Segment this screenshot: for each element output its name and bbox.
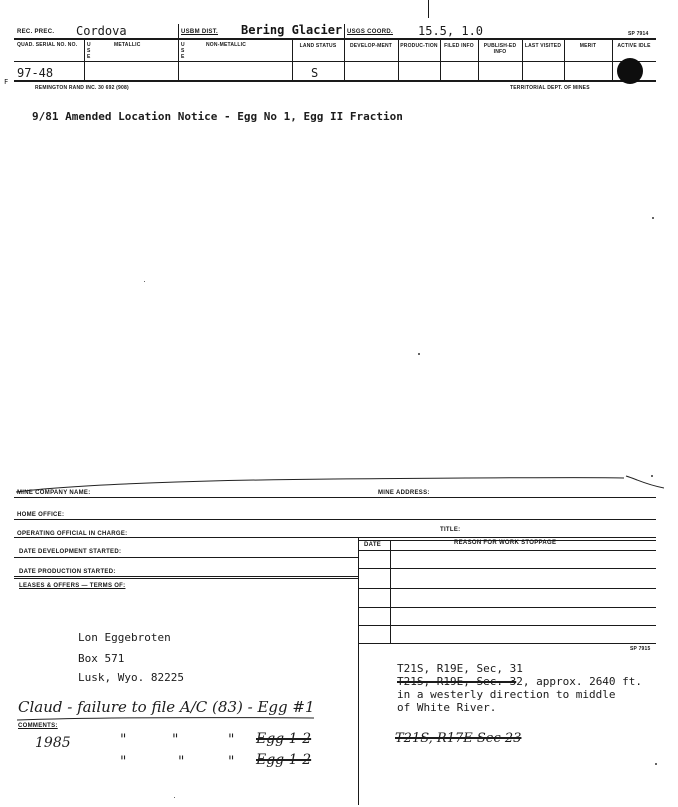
main-entry: 9/81 Amended Location Notice - Egg No 1, Egg II Fraction xyxy=(32,110,403,123)
owner-city: Lusk, Wyo. 82225 xyxy=(78,671,184,684)
header-rule-3 xyxy=(14,80,656,82)
header-divider xyxy=(178,24,179,80)
speck xyxy=(652,217,654,219)
speck xyxy=(144,281,145,282)
handwriting-underline xyxy=(16,716,316,722)
rule xyxy=(14,576,358,577)
location-line-3: in a westerly direction to middle xyxy=(397,688,616,701)
speck xyxy=(174,797,175,798)
production-header: PRODUC-TION xyxy=(400,43,438,49)
handwritten-comment: Claud - failure to file A/C (83) - Egg #1 xyxy=(18,698,315,716)
ditto-mark: " xyxy=(120,754,127,770)
land-status-value: S xyxy=(311,66,319,80)
handwritten-row2-end xyxy=(256,752,311,768)
usbm-dist-value: Bering Glacier xyxy=(241,23,343,37)
header-rule-1b xyxy=(14,39,656,40)
speck xyxy=(655,763,657,765)
rule xyxy=(14,497,656,498)
row2-egg-struck: Egg 1-2 xyxy=(256,752,312,768)
home-office-label: HOME OFFICE: xyxy=(17,512,65,518)
location-line-2-rest: 2, approx. 2640 ft. xyxy=(516,675,643,688)
rule xyxy=(358,550,656,551)
development-header: DEVELOP-MENT xyxy=(349,43,393,49)
dev-started-label: DATE DEVELOPMENT STARTED: xyxy=(19,549,122,555)
rule xyxy=(14,519,656,520)
location-struck: T21S, R19E, Sec. 3 xyxy=(397,675,517,688)
published-info-header: PUBLISH-ED INFO xyxy=(483,43,517,55)
use-label-metallic: U S E xyxy=(87,42,91,60)
table-divider xyxy=(390,540,391,643)
rec-prec-label: REC. PREC. xyxy=(17,29,55,35)
quad-value: 97-48 xyxy=(17,66,54,80)
date-label: DATE xyxy=(364,542,382,548)
ditto-mark: " xyxy=(120,732,127,748)
metallic-label: METALLIC xyxy=(114,42,141,48)
form-number-lower: SP 7915 xyxy=(630,646,651,652)
operating-official-label: OPERATING OFFICIAL IN CHARGE: xyxy=(17,531,128,537)
rec-prec-value: Cordova xyxy=(76,24,127,38)
ditto-mark: " xyxy=(228,732,235,748)
last-visited-header: LAST VISITED xyxy=(524,43,562,49)
owner-box: Box 571 xyxy=(78,652,125,665)
merit-header: MERIT xyxy=(579,43,597,49)
usgs-coord-value: 15.5, 1.0 xyxy=(418,24,484,38)
active-indicator-dot xyxy=(617,58,643,84)
rule xyxy=(358,643,656,644)
mine-address-label: MINE ADDRESS: xyxy=(378,490,430,496)
header-rule-2 xyxy=(14,61,656,62)
title-label: TITLE: xyxy=(440,527,461,533)
mine-company-label: MINE COMPANY NAME: xyxy=(17,490,91,496)
department-imprint: TERRITORIAL DEPT. OF MINES xyxy=(510,85,590,91)
top-tick xyxy=(428,0,429,18)
location-line-1: T21S, R19E, Sec, 31 xyxy=(397,662,523,675)
active-idle-header: ACTIVE IDLE xyxy=(617,43,651,49)
reason-label: REASON FOR WORK STOPPAGE xyxy=(454,540,557,546)
row1-egg-struck: Egg 1-2 xyxy=(256,731,312,747)
prod-started-label: DATE PRODUCTION STARTED: xyxy=(19,569,116,575)
ditto-mark: " xyxy=(172,732,179,748)
card-edge xyxy=(14,474,664,496)
land-status-header: LAND STATUS xyxy=(299,43,337,49)
printer-imprint: REMINGTON RAND INC. 30 692 (908) xyxy=(35,85,129,91)
location-line-2 xyxy=(397,675,642,688)
comments-label: COMMENTS: xyxy=(18,723,58,729)
ditto-mark: " xyxy=(178,754,185,770)
usgs-coord-label: USGS COORD. xyxy=(347,29,393,35)
non-metallic-label: NON-METALLIC xyxy=(206,42,247,48)
margin-mark: F xyxy=(4,78,9,86)
filed-info-header: FILED INFO xyxy=(444,43,474,49)
location-line-4: of White River. xyxy=(397,701,497,714)
handwritten-year: 1985 xyxy=(35,735,71,751)
ditto-mark: " xyxy=(228,754,235,770)
owner-name: Lon Eggebroten xyxy=(78,631,171,644)
leases-label: LEASES & OFFERS — TERMS OF: xyxy=(19,583,126,589)
rule xyxy=(358,607,656,608)
handwritten-row1-end xyxy=(256,731,311,747)
rule xyxy=(358,588,656,589)
speck xyxy=(418,353,420,355)
rule xyxy=(358,568,656,569)
table-divider xyxy=(358,537,359,805)
col-divider xyxy=(84,39,85,80)
rule xyxy=(14,537,656,538)
use-label-nonmetallic: U S E xyxy=(181,42,185,60)
location-handwritten-struck: T21S, R17E Sec 23 xyxy=(395,731,522,746)
quad-serial-label: QUAD. SERIAL NO. NO. xyxy=(17,42,78,48)
rule xyxy=(14,578,358,579)
rule xyxy=(358,625,656,626)
form-number: SP 7914 xyxy=(628,31,649,37)
rule xyxy=(14,557,358,558)
usbm-dist-label: USBM DIST. xyxy=(181,29,219,35)
